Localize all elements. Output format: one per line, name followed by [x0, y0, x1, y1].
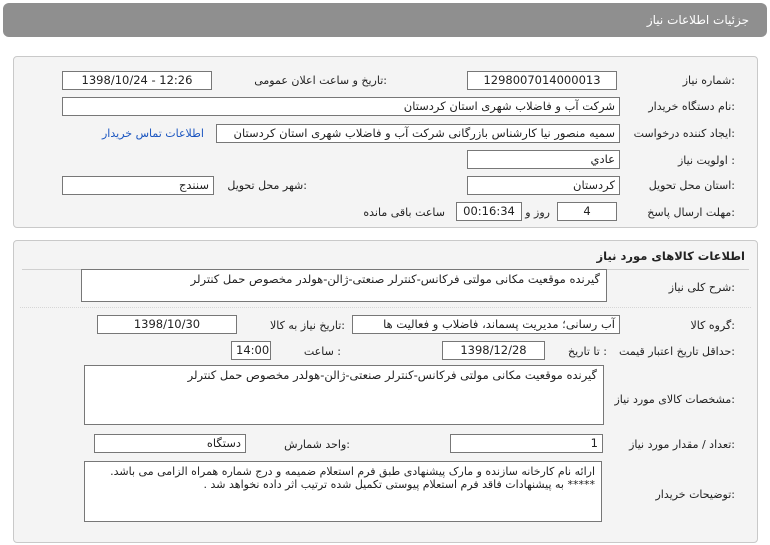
qty-label: تعداد / مقدار مورد نیاز: — [629, 438, 735, 451]
buyer-field: شرکت آب و فاضلاب شهری استان کردستان — [62, 97, 620, 116]
general-desc-field: گیرنده موقعیت مکانی مولتی فرکانس-کنترلر صنعتی-ژالن-هولدر مخصوص حمل کنترلر — [81, 269, 607, 302]
deadline-label: مهلت ارسال پاسخ: — [647, 206, 735, 219]
need-info-panel — [13, 56, 758, 228]
validity-time-field: 14:00 — [231, 341, 271, 360]
notes-label: توضیحات خریدار: — [655, 488, 735, 501]
need-number-field: 1298007014000013 — [467, 71, 617, 90]
deadline-time-field: 00:16:34 — [456, 202, 522, 221]
remaining-text: ساعت باقی مانده — [363, 206, 445, 219]
qty-field: 1 — [450, 434, 603, 453]
contact-info-link[interactable]: اطلاعات تماس خریدار — [102, 127, 204, 140]
buyer-label: نام دستگاه خریدار: — [648, 100, 735, 113]
unit-label: واحد شمارش: — [284, 438, 350, 451]
page-title: جزئیات اطلاعات نیاز — [646, 13, 749, 27]
group-field: آب رسانی؛ مدیریت پسماند، فاضلاب و فعالیت ها — [352, 315, 620, 334]
announce-field: 1398/10/24 - 12:26 — [62, 71, 212, 90]
province-label: استان محل تحویل: — [648, 179, 735, 192]
group-label: گروه کالا: — [690, 319, 735, 332]
row-divider — [20, 307, 751, 308]
header-bar — [3, 3, 767, 37]
notes-field — [84, 461, 602, 522]
need-number-label: شماره نیاز: — [682, 74, 735, 87]
spec-label: مشخصات کالای مورد نیاز: — [614, 393, 735, 406]
goods-panel — [13, 240, 758, 543]
validity-label: حداقل تاریخ اعتبار قیمت: — [619, 345, 735, 358]
need-date-field: 1398/10/30 — [97, 315, 237, 334]
city-field: سنندج — [62, 176, 214, 195]
notes-line-2: ***** به پیشنهادات فاقد فرم استعلام پیوستی تکمیل شده ترتیب اثر داده نخواهد شد . — [203, 478, 595, 491]
deadline-days-field: 4 — [557, 202, 617, 221]
validity-date-field: 1398/12/28 — [442, 341, 545, 360]
unit-field: دستگاه — [94, 434, 246, 453]
days-word: روز و — [525, 206, 550, 219]
spec-field: گیرنده موقعیت مکانی مولتی فرکانس-کنترلر صنعتی-ژالن-هولدر مخصوص حمل کنترلر — [84, 365, 604, 425]
goods-section-title: اطلاعات کالاهای مورد نیاز — [596, 249, 745, 263]
priority-field: عادي — [467, 150, 620, 169]
city-label: شهر محل تحویل: — [227, 179, 307, 192]
creator-label: ایجاد کننده درخواست: — [633, 127, 735, 140]
announce-label: تاریخ و ساعت اعلان عمومی: — [254, 74, 387, 87]
notes-line-1: ارائه نام کارخانه سازنده و مارک پیشنهادی طبق فرم استعلام ضمیمه و درج شماره همراه الزامی می باشد. — [110, 465, 595, 478]
general-desc-label: شرح کلی نیاز: — [668, 281, 735, 294]
until-label: تا تاریخ : — [568, 345, 607, 358]
time-label: ساعت : — [303, 345, 341, 358]
need-date-label: تاریخ نیاز به کالا: — [270, 319, 345, 332]
priority-label: اولویت نیاز : — [677, 154, 735, 167]
province-field: کردستان — [467, 176, 620, 195]
creator-field: سمیه منصور نیا کارشناس بازرگانی شرکت آب و فاضلاب شهری استان کردستان — [216, 124, 620, 143]
